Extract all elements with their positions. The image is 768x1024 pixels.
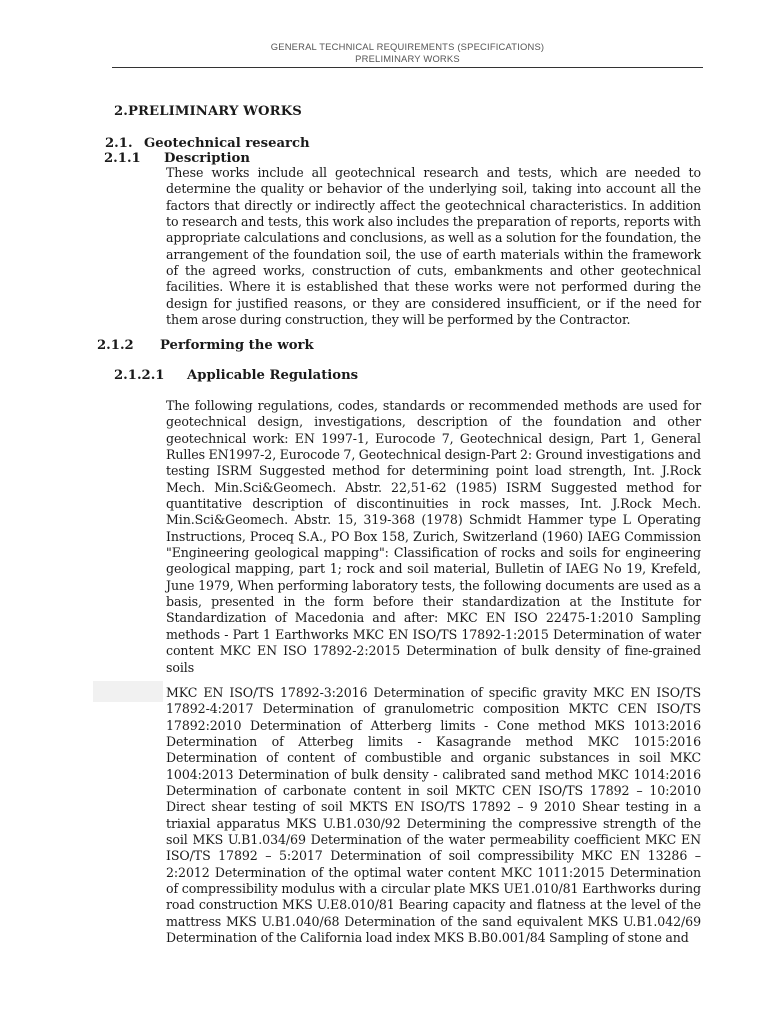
heading-title: Geotechnical research [144, 136, 310, 151]
header-line-1: GENERAL TECHNICAL REQUIREMENTS (SPECIFICATIONS) [270, 41, 545, 52]
regulations-paragraph-2: MKC EN ISO/TS 17892-3:2016 Determination of specific gravity MKC EN ISO/TS 17892-4:2017 Determination of granulometric composition MKTC CEN ISO/TS 17892:2010 Determination of Atterberg limits - Cone method MKS 1013:2016 Determination of Atterbeg limits - Kasagrande method MKC 1015:2016 Determination of content of combustible and organic substances in soil MKC 1004:2013 Determination of bulk density - calibrated sand method MKC 1014:2016 Determination of carbonate content in soil MKTC CEN ISO/TS 17892 – 10:2010 Direct shear testing of soil MKTS EN ISO/TS 17892 – 9 2010 Shear testing in a triaxial apparatus MKS U.B1.030/92 Determining the compressive strength of the soil MKS U.B1.034/69 Determination of the water permeability coefficient MKC EN ISO/TS 17892 – 5:2017 Determination of soil compressibility MKC EN 13286 – 2:2012 Determination of the optimal water content MKC 1011:2015 Determination of compressibility modulus with a circular plate MKS UE1.010/81 Earthworks during road construction MKS U.E8.010/81 Bearing capacity and flatness at the level of the mattress MKS U.B1.040/68 Determination of the sand equivalent MKS U.B1.042/69 Determination of the California load index MKS B.B0.001/84 Sampling of stone and [166, 685, 701, 946]
page-header [112, 41, 703, 65]
description-paragraph: These works include all geotechnical research and tests, which are needed to determine the quality or behavior of the underlying soil, taking into account all the factors that directly or indirectly affect the geotechnical characteristics. In addition to research and tests, this work also includes the preparation of reports, reports with appropriate calculations and conclusions, as well as a solution for the foundation, the arrangement of the foundation soil, the use of earth materials within the framework of the agreed works, construction of cuts, embankments and other geotechnical facilities. Where it is established that these works were not performed during the design for justified reasons, or they are considered insufficient, or if the need for them arose during construction, they will be performed by the Contractor. [166, 165, 701, 328]
heading-number: 2.1. [105, 136, 133, 151]
header-line-2: PRELIMINARY WORKS [355, 53, 460, 64]
heading-2-1-2 [97, 338, 314, 354]
heading-title: Description [164, 151, 250, 166]
gray-mark [93, 681, 163, 702]
heading-2-1-2-1 [114, 368, 358, 384]
heading-number: 2.1.2 [97, 338, 134, 353]
regulations-paragraph-1: The following regulations, codes, standards or recommended methods are used for geotechnical design, investigations, description of the foundation and other geotechnical work: EN 1997-1, Eurocode 7, Geotechnical design, Part 1, General Rulles EN1997-2, Eurocode 7, Geotechnical design-Part 2: Ground investigations and testing ISRM Suggested method for determining point load strength, Int. J.Rock Mech. Min.Sci&Geomech. Abstr. 22,51-62 (1985) ISRM Suggested method for quantitative description of discontinuities in rock masses, Int. J.Rock Mech. Min.Sci&Geomech. Abstr. 15, 319-368 (1978) Schmidt Hammer type L Operating Instructions, Proceq S.A., PO Box 158, Zurich, Switzerland (1960) IAEG Commission "Engineering geological mapping": Classification of rocks and soils for engineering geological mapping, part 1; rock and soil material, Bulletin of IAEG No 19, Krefeld, June 1979, When performing laboratory tests, the following documents are used as a basis, presented in the form before their standardization at the Institute for Standardization of Macedonia and after: MKC EN ISO 22475-1:2010 Sampling methods - Part 1 Earthworks MKC EN ISO/TS 17892-1:2015 Determination of water content MKC EN ISO 17892-2:2015 Determination of bulk density of fine-grained soils [166, 398, 701, 675]
heading-title: Applicable Regulations [187, 368, 359, 383]
heading-title: Performing the work [160, 338, 314, 353]
heading-number: 2.1.2.1 [114, 368, 165, 383]
heading-2-1 [105, 136, 310, 152]
section-title: 2.PRELIMINARY WORKS [114, 104, 302, 119]
heading-number: 2.1.1 [104, 151, 141, 166]
header-rule [112, 67, 703, 68]
